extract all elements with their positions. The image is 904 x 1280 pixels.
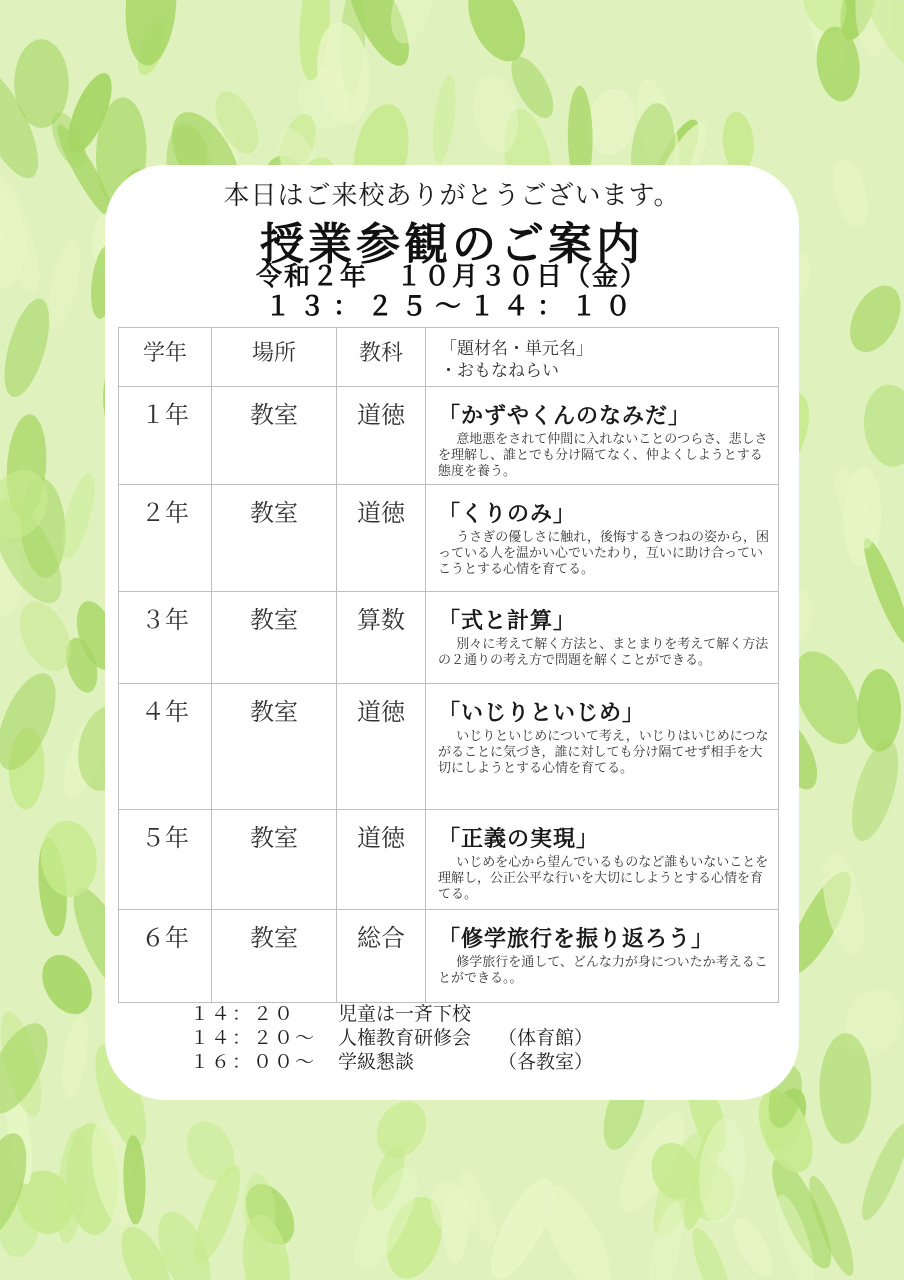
after-event: 人権教育研修会	[338, 1027, 472, 1049]
lesson-aim: 修学旅行を通して、どんな力が身についたか考えることができる。。	[438, 955, 768, 986]
row-place: 教室	[212, 485, 337, 592]
lesson-aim: いじめを心から望んでいるものなど誰もいないことを理解し，公正公平な行いを大切にしようとする心情を育てる。	[438, 855, 769, 902]
row-lesson	[426, 684, 779, 810]
after-event: 学級懇談	[338, 1051, 415, 1073]
after-place: （各教室）	[498, 1051, 594, 1073]
row-place: 教室	[212, 387, 337, 485]
row-subject: 道徳	[337, 810, 426, 910]
after-time: １６：００～	[190, 1051, 317, 1073]
row-subject: 総合	[337, 910, 426, 1003]
table-row	[119, 810, 779, 910]
header-grade: 学年	[119, 328, 212, 387]
row-grade: １年	[119, 387, 212, 485]
row-lesson	[426, 485, 779, 592]
table-row	[119, 387, 779, 485]
header-lesson	[426, 328, 779, 387]
row-lesson	[426, 387, 779, 485]
row-place: 教室	[212, 684, 337, 810]
page-title: 授業参観のご案内	[260, 219, 644, 270]
row-subject: 道徳	[337, 485, 426, 592]
row-grade: ６年	[119, 910, 212, 1003]
table-row	[119, 684, 779, 810]
header-place: 場所	[212, 328, 337, 387]
header-lesson-title: 「題材名・単元名」	[440, 339, 593, 359]
row-grade: ２年	[119, 485, 212, 592]
after-event: 児童は一斉下校	[338, 1003, 472, 1025]
lesson-title: 「いじりといじめ」	[438, 701, 646, 726]
after-schedule	[190, 1002, 593, 1074]
after-time: １４：２０～	[190, 1027, 317, 1049]
after-place: （体育館）	[498, 1027, 594, 1049]
lesson-aim: いじりといじめについて考え，いじりはいじめにつながることに気づき，誰に対しても分け隔てせず相手を大切にしようとする心情を育てる。	[438, 729, 769, 776]
row-place: 教室	[212, 910, 337, 1003]
row-grade: ３年	[119, 592, 212, 684]
lesson-title: 「くりのみ」	[438, 502, 577, 527]
lesson-title: 「式と計算」	[438, 609, 577, 634]
list-item	[190, 1002, 593, 1026]
row-grade: ５年	[119, 810, 212, 910]
table-row	[119, 485, 779, 592]
event-date: 令和２年 １０月３０日（金）	[255, 262, 648, 292]
event-time: １３：２５～１４：１０	[264, 292, 639, 322]
list-item	[190, 1026, 593, 1050]
lesson-aim: 意地悪をされて仲間に入れないことのつらさ、悲しさを理解し、誰とでも分け隔てなく、仲よくしようとする態度を養う。	[438, 432, 768, 479]
table-row	[119, 592, 779, 684]
lesson-title: 「かずやくんのなみだ」	[438, 404, 692, 429]
row-lesson	[426, 910, 779, 1003]
row-subject: 道徳	[337, 387, 426, 485]
after-time: １４：２０	[190, 1003, 296, 1025]
list-item	[190, 1050, 593, 1074]
lesson-title: 「修学旅行を振り返ろう」	[438, 927, 715, 952]
row-place: 教室	[212, 810, 337, 910]
table-header-row	[119, 328, 779, 387]
header-subject: 教科	[337, 328, 426, 387]
greeting-text: 本日はご来校ありがとうございます。	[223, 181, 681, 211]
class-schedule-table	[118, 327, 779, 1003]
lesson-aim: うさぎの優しさに触れ，後悔するきつねの姿から，困っている人を温かい心でいたわり，互いに助け合っていこうとする心情を育てる。	[438, 530, 769, 577]
row-lesson	[426, 592, 779, 684]
lesson-title: 「正義の実現」	[438, 827, 600, 852]
lesson-aim: 別々に考えて解く方法と、まとまりを考えて解く方法の２通りの考え方で問題を解くことができる。	[438, 637, 769, 668]
table-row	[119, 910, 779, 1003]
row-place: 教室	[212, 592, 337, 684]
header-lesson-aim: ・おもなねらい	[440, 361, 559, 381]
row-grade: ４年	[119, 684, 212, 810]
row-subject: 算数	[337, 592, 426, 684]
row-lesson	[426, 810, 779, 910]
row-subject: 道徳	[337, 684, 426, 810]
